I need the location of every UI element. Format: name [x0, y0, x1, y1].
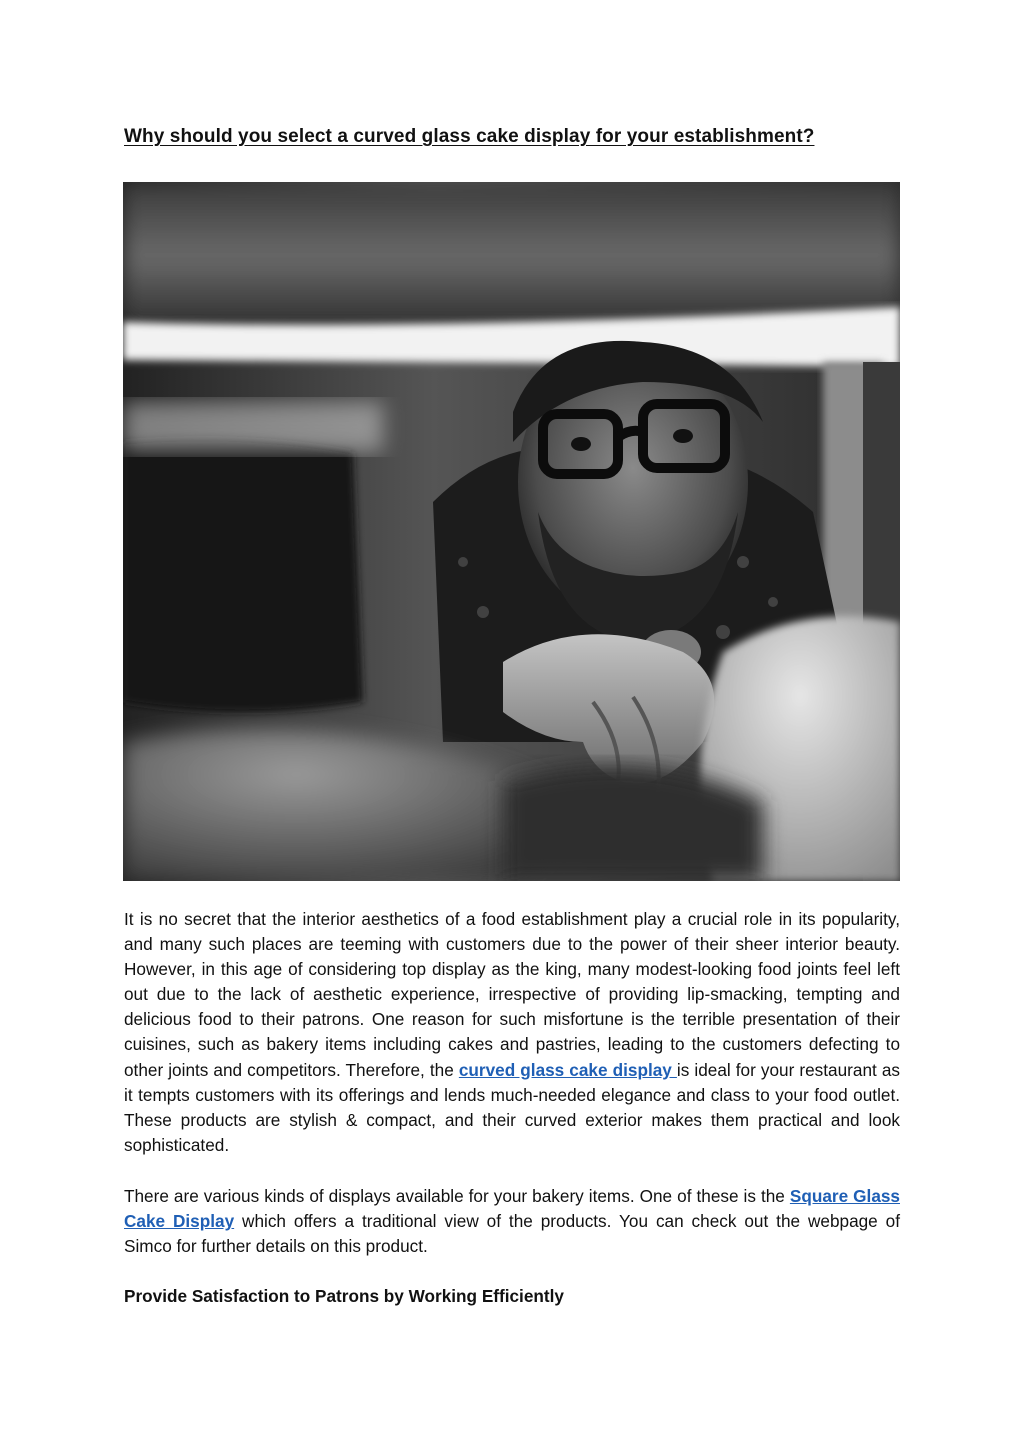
paragraph-square-display — [124, 1184, 900, 1259]
curved-glass-cake-display-link[interactable]: curved glass cake display — [458, 1059, 677, 1080]
section-subheading: Provide Satisfaction to Patrons by Working Efficiently — [124, 1286, 564, 1306]
square-glass-cake-display-link[interactable]: Square Glass Cake Display — [124, 1186, 900, 1232]
paragraph-square-text-end: which offers a traditional view of the products. You can check out the webpage of Simco for further details on this product. — [124, 1211, 900, 1257]
article-heading: Why should you select a curved glass cake display for your establishment? — [124, 126, 815, 147]
paragraph-intro-text-start: It is no secret that the interior aesthetics of a food establishment play a crucial role in its popularity, and many such places are teeming with customers due to the power of their sheer interior beauty. However, in this age of considering top display as the king, many modest-looking food joints feel left out due to the lack of aesthetic experience, irrespective of providing lip-smacking, tempting and delicious food to their patrons. One reason for such misfortune is the terrible presentation of their cuisines, such as bakery items including cakes and pastries, leading to the customers defecting to other joints and competitors. Therefore, the — [124, 909, 900, 1080]
article-photo — [123, 182, 900, 881]
paragraph-intro-text-end: is ideal for your restaurant as it tempts customers with its offerings and lends much-needed elegance and class to your food outlet. These products are stylish & compact, and their curved exterior makes them practical and look sophisticated. — [124, 1059, 900, 1155]
paragraph-square-text-start: There are various kinds of displays available for your bakery items. One of these is the — [124, 1186, 790, 1206]
paragraph-intro — [124, 907, 900, 1158]
